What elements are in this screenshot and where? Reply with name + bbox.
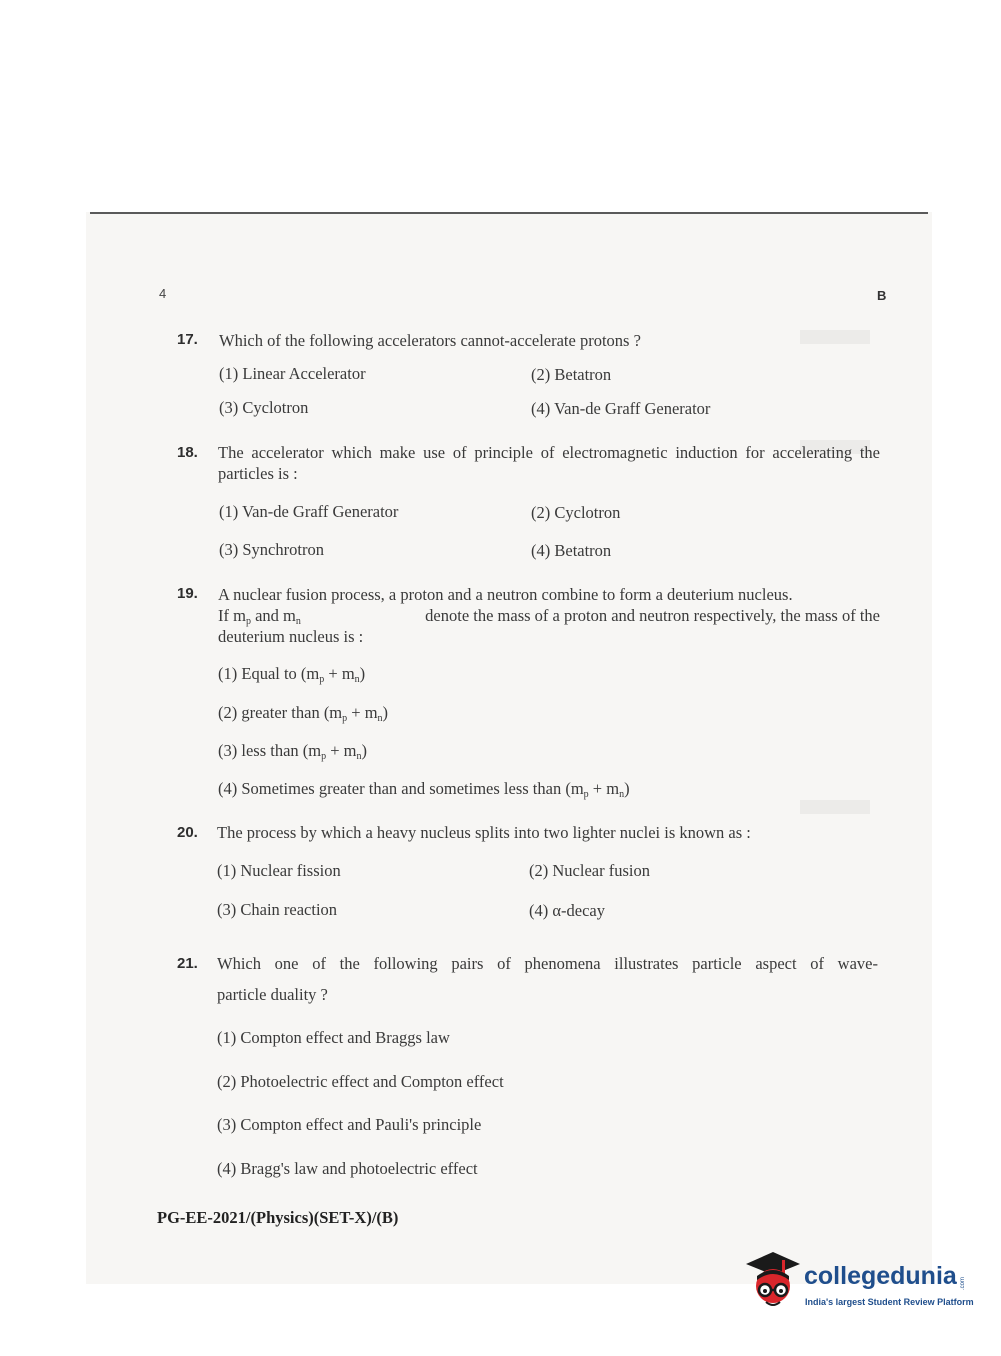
top-rule: [90, 212, 928, 214]
option: (4) α-decay: [529, 901, 605, 920]
option: (1) Nuclear fission: [217, 861, 341, 880]
question-number: 18.: [177, 444, 198, 461]
question-number: 20.: [177, 824, 198, 841]
question-text-line: If $m_p$ and $m_n$ denote the mass of a proton and neutron respectively, the mass of the: [218, 606, 880, 627]
question-number: 17.: [177, 331, 198, 348]
option: (1) Equal to $(m_p + m_n)$: [218, 664, 366, 685]
option: (2) Photoelectric effect and Compton effect: [217, 1072, 504, 1091]
bleed-through: [800, 800, 870, 814]
bleed-through: [800, 330, 870, 344]
brand-name: collegedunia: [804, 1262, 957, 1290]
question-text: The process by which a heavy nucleus splits into two lighter nuclei is known as :: [217, 823, 751, 842]
paper-sheet: [86, 212, 932, 1284]
option: (2) Nuclear fusion: [529, 861, 650, 880]
option: (4) Bragg's law and photoelectric effect: [217, 1159, 478, 1178]
option: (3) Synchrotron: [219, 540, 324, 559]
option: (1) Linear Accelerator: [219, 364, 366, 383]
question-text-line: A nuclear fusion process, a proton and a neutron combine to form a deuterium nucleus.: [218, 585, 793, 604]
brand-domain: .com: [960, 1276, 966, 1290]
option: (3) Compton effect and Pauli's principle: [217, 1115, 482, 1134]
option: (4) Sometimes greater than and sometimes less than $(m_p + m_n)$: [218, 779, 630, 800]
mascot-logo-icon: [744, 1250, 802, 1314]
question-number: 19.: [177, 585, 198, 602]
question-text: The accelerator which make use of principle of electromagnetic induction for accelerating the particles is :: [218, 443, 880, 483]
page-number: 4: [159, 286, 167, 301]
question-text-line: Which one of the following pairs of phenomena illustrates particle aspect of wave-: [217, 954, 878, 973]
option: (3) less than $(m_p + m_n)$: [218, 741, 367, 762]
option: (3) Cyclotron: [219, 398, 309, 417]
paper-code: PG-EE-2021/(Physics)(SET-X)/(B): [157, 1208, 399, 1227]
set-label: B: [877, 288, 887, 303]
option: (1) Compton effect and Braggs law: [217, 1028, 450, 1047]
option: (1) Van-de Graff Generator: [219, 502, 399, 521]
option: (2) Betatron: [531, 365, 612, 384]
brand-tagline: India's largest Student Review Platform: [805, 1297, 974, 1307]
option: (2) greater than $(m_p + m_n)$: [218, 703, 389, 724]
question-text: Which of the following accelerators cannot-accelerate protons ?: [219, 331, 641, 350]
option: (3) Chain reaction: [217, 900, 338, 919]
question-number: 21.: [177, 955, 198, 972]
option: (2) Cyclotron: [531, 503, 621, 522]
option: (4) Van-de Graff Generator: [531, 399, 711, 418]
question-text-line: deuterium nucleus is :: [218, 627, 364, 646]
option: (4) Betatron: [531, 541, 612, 560]
question-text-line: particle duality ?: [217, 985, 328, 1004]
